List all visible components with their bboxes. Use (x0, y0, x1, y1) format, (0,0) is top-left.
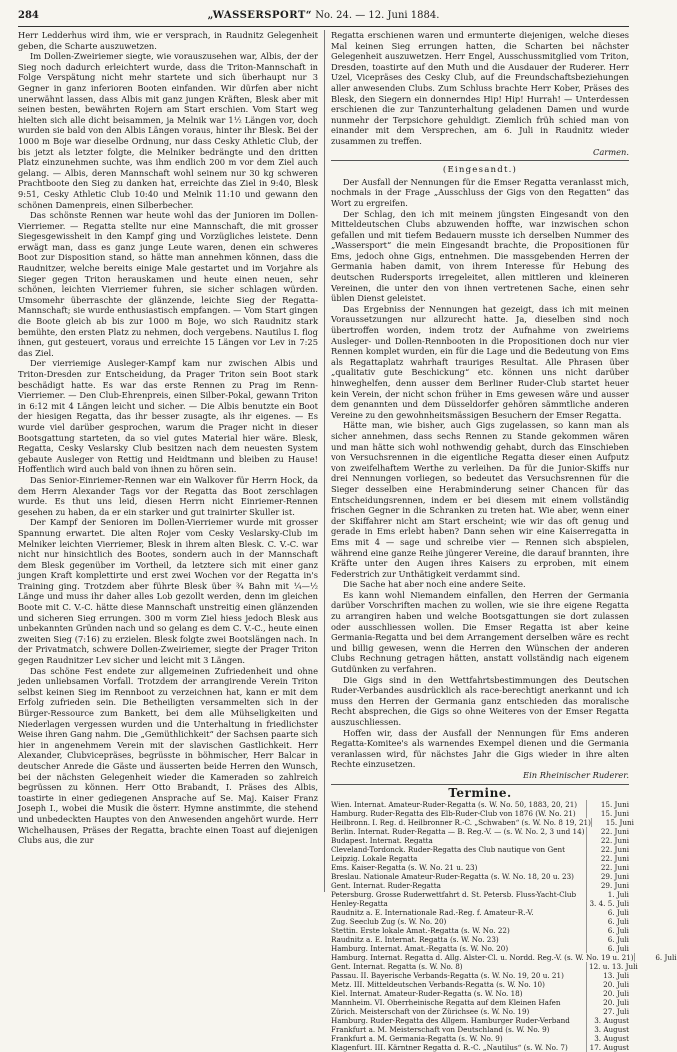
paragraph: Das schönste Rennen war heute wohl das der Junioren im Dollen-Vierriemer. — Regatta stellte nur eine Mannschaft, die mit grosser Siegesgewissheit in den Kampf ging und Vorzügliches leistete. Denn erwägt man, dass es ganz junge Leute waren, denen ein schweres Boot zur Disposition stand, so hätte man annehmen können, dass die Raudnitzer, welche bereits einige Male gestartet und im Vorjahre als Sieger gegen Triton herauskamen und heute einen neuen, sehr schönen, leichten Vierriemer fuhren, sie sicher schlagen würden. Umsomehr überraschte der glänzende, leichte Sieg der Regatta-Mannschaft; sie wurde enthusiastisch empfangen. — Vom Start gingen die Boote gleich ab bis zur 1000 m Boje, wo sich Raudnitz stark bemühte, den ersten Platz zu nehmen, doch vergebens. Nautilus I. flog ihnen, gut gesteuert, voraus und erreichte 15 Längen vor Lev in 7:25 das Ziel. (18, 210, 318, 358)
event-name: Hamburg. Internat. Amat.-Regatta (s. W. No. 20) (331, 944, 509, 954)
event-date: 12. u. 13. Juli (586, 962, 629, 971)
paragraph: Regatta erschienen waren und ermunterte diejenigen, welche dieses Mal keinen Sieg errungen hatten, die Scharten bei nächster Gelegenheit auszuwetzen. Herr Engel, Ausschussmitglied vom Triton, Dresden, toastirte auf den Muth und die Ausdauer der Ruderer. Herr Uzel, Vicepräses des Cesky Club, auf die Freundschaftsbeziehungen aller anwesenden Clubs. Zum Schluss brachte Herr Kober, Präses des Blesk, den Siegern ein donnerndes Hip! Hip! Hurrah! — Unterdessen erschienen die zur Tanzunterhaltung geladenen Damen und wurde nunmehr der Terpsichore gehuldigt. Ziemlich früh schied man von einander mit dem Versprechen, am 6. Juli in Raudnitz wieder zusammen zu treffen. (331, 30, 629, 146)
list-item (331, 971, 629, 980)
list-item (331, 845, 629, 854)
list-item (331, 926, 629, 935)
header-rule (18, 26, 629, 27)
journal-title: „WASSERSPORT“ (207, 10, 313, 21)
event-name: Breslau. Nationale Amateur-Ruder-Regatta (s. W. No. 18, 20 u. 23) (331, 872, 574, 882)
event-date: 13. Juli (586, 971, 629, 980)
page-number: 284 (18, 10, 39, 21)
paragraph: Der vierriemige Ausleger-Kampf kam nur zwischen Albis und Triton-Dresden zur Entscheidung, da Prager Triton sein Boot stark beschädigt hatte. Es war das erste Rennen zu Prag im Renn-Vierriemer. — Den Club-Ehrenpreis, einen Silber-Pokal, gewann Triton in 6:12 mit 4 Längen leicht und sicher. — Die Albis benutzte ein Boot der hiesigen Regatta, das ihr besser zusagte, als ihr eigenes. — Es wurde viel darüber gesprochen, warum die Prager nicht in dieser Bootsgattung starteten, da so viel gutes Material hier wäre. Blesk, Regatta, Cesky Veslarsky Club besitzen nach dem neuesten System gebaute Ausleger von Rettig und Heidtmann und bleiben zu Hause! Hoffentlich wird auch bald von ihnen zu hören sein. (18, 358, 318, 475)
list-item (331, 890, 629, 899)
event-name: Leipzig. Lokale Regatta (331, 854, 418, 864)
event-name: Hamburg. Ruder-Regatta des Elb-Ruder-Club von 1876 (W. No. 21) (331, 809, 576, 819)
list-item (331, 854, 629, 863)
list-item (331, 989, 629, 998)
event-name: Budapest. Internat. Regatta (331, 836, 433, 846)
list-item (331, 827, 629, 836)
termine-list (331, 800, 677, 1052)
list-item (331, 809, 629, 818)
event-name: Wien. Internat. Amateur-Ruder-Regatta (s. W. No. 50, 1883, 20, 21) (331, 800, 578, 810)
event-date: 3. August (586, 1025, 629, 1034)
event-date: 15. Juni (586, 800, 629, 809)
right-column (331, 30, 677, 1052)
event-name: Henley-Regatta (331, 899, 388, 909)
paragraph: Die Sache hat aber noch eine andere Seite. (343, 579, 526, 590)
paragraph: Das Ergebniss der Nennungen hat gezeigt, dass ich mit meinen Voraussetzungen nur allzurecht hatte. Ja, dieselben sind noch übertroffen worden, indem trotz der Aufnahme von zweiriems Ausleger- und Dollen-Rennbooten in die Propositionen doch nur vier Rennen komplet wurden, ein für die Lage und die Bedeutung von Ems als Regattaplatz wahrhaft trauriges Resultat. Alle Phrasen über „qualitativ gute Beschickung“ etc. können uns nicht darüber hinweghelfen, denn ausser dem Berliner Ruder-Club startet heuer kein Verein, der nicht schon früher in Ems gewesen wäre und ausser dem genannten und dem Düsseldorfer gehören sämmtliche anderen Vereine zu den gewohnheitsmässigen Besuchern der Emser Regatta. (331, 303, 629, 420)
list-item (331, 872, 629, 881)
list-item (331, 818, 634, 828)
event-name: Petersburg. Grosse Ruderwettfahrt d. St. Petersb. Fluss-Yacht-Club (331, 890, 577, 900)
list-item (331, 962, 638, 972)
page-header (18, 10, 629, 26)
list-item (331, 800, 629, 809)
event-date: 20. Juli (586, 980, 629, 989)
paragraph: Es kann wohl Niemandem einfallen, den Herren der Germania darüber Vorschriften machen zu wollen, wie sie ihre eigene Regatta zu arrangiren haben und welche Bootsgattungen sie dort zulassen oder ausschliessen wollen. Die Emser Regatta ist aber keine Germania-Regatta und bei dem Arrangement derselben wäre es recht und billig gewesen, wenn die Herren den Wünschen der anderen Clubs Rechnung getragen hätten, anstatt vollständig nach eigenem Gutdünken zu verfahren. (331, 589, 629, 675)
event-date: 22. Juni (586, 863, 629, 872)
event-name: Hamburg. Ruder-Regatta des Allgem. Hamburger Ruder-Verband (331, 1016, 570, 1026)
event-name: Hamburg. Internat. Regatta d. Allg. Alster-Cl. u. Nordd. Reg.-V. (s. W. No. 19 u. 21) (331, 953, 634, 963)
event-name: Gent. Internat. Ruder-Regatta (331, 881, 441, 891)
event-name: Ems. Kaiser-Regatta (s. W. No. 21 u. 23) (331, 863, 478, 873)
list-item (331, 998, 629, 1007)
event-name: Mannheim. VI. Oberrheinische Regatta auf dem Kleinen Hafen (331, 998, 561, 1008)
list-item (331, 836, 629, 845)
event-date: 3. August (586, 1034, 629, 1043)
event-name: Heilbronn. I. Reg. d. Heilbronner R.-C. „Schwaben“ (s. W. No. 8 19, 21) (331, 818, 591, 828)
list-item (331, 1034, 629, 1043)
paragraph: Im Dollen-Zweiriemer siegte, wie vorauszusehen war, Albis, der der Sieg noch dadurch erleichtert wurde, dass die Triton-Mannschaft in Folge Verspätung nicht mehr startete und sich überhaupt nur 3 Gegner in ganz inferioren Booten einfanden. Wir dürfen aber nicht unerwähnt lassen, dass Albis mit ganz jungen Kräften, Blesk aber mit seinen besten, bewährten Rojern am Start erschien. Vom Start weg hielten sich alle dicht beisammen, ja Melnik war 1½ Längen vor, doch wurden sie bald von den Albis Längen voraus, hinter ihr Blesk. Bei der 1000 m Boje war dieselbe Ordnung, nur dass Cesky Athletic Club, der bis jetzt als letzter folgte, die Melniker bedrängte und den dritten Platz einzunehmen suchte, was ihm endlich 200 m vor dem Ziel auch gelang. — Albis, deren Mannschaft wohl seinem nur 30 kg schweren Prachtboote den Sieg zu danken hat, erreichte das Ziel in 9:40, Blesk 9:51, Cesky Athletic Club 10:40 und Melnik 11:10 und gewann den schönen Damenpreis, einen Silberbecher. (18, 51, 318, 210)
event-name: Raudnitz a. E. Internat. Regatta (s. W. No. 23) (331, 935, 499, 945)
event-date: 22. Juni (586, 854, 629, 863)
section-divider (331, 160, 629, 161)
event-name: Klagenfurt. III. Kärntner Regatta d. R.-C. „Nautilus“ (s. W. No. 7) (331, 1043, 568, 1052)
left-column (18, 30, 318, 892)
event-name: Kiel. Internat. Amateur-Ruder-Regatta (s. W. No. 18) (331, 989, 523, 999)
event-date: 15. Juni (591, 818, 634, 827)
event-name: Frankfurt a. M. Meisterschaft von Deutschland (s. W. No. 9) (331, 1025, 550, 1035)
paragraph: Der Schlag, den ich mit meinem jüngsten Eingesandt von den Mitteldeutschen Clubs abzuwenden hoffte, war inzwischen schon gefallen und mit tiefem Bedauern musste ich derselben Nummer des „Wassersport“ die mein Eingesandt brachte, die Propositionen für Ems, jedoch ohne Gigs, entnehmen. Die massgebenden Herren der Germania haben damit, von ihrem Interesse für Hebung des deutschen Rudersports irregeleitet, allen mittleren und kleineren Vereinen, die unter den von ihnen vertretenen Sache, einen sehr üblen Dienst geleistet. (331, 208, 629, 304)
event-date: 6. Juli (586, 917, 629, 926)
event-date: 29. Juni (586, 881, 629, 890)
issue-info: No. 24. — 12. Juni 1884. (315, 10, 440, 21)
section-heading-eingesandt: (Eingesandt.) (442, 165, 518, 176)
event-name: Frankfurt a. M. Germania-Regatta (s. W. No. 9) (331, 1034, 503, 1044)
list-item (331, 935, 629, 944)
event-date: 22. Juni (586, 845, 629, 854)
list-item (331, 944, 629, 953)
signature-carmen: Carmen. (592, 146, 629, 157)
event-name: Metz. III. Mitteldeutschen Verbands-Regatta (s. W. No. 10) (331, 980, 545, 990)
event-date: 6. Juli (586, 935, 629, 944)
list-item (331, 1043, 629, 1052)
event-name: Gent. Internat. Regatta (s. W. No. 8) (331, 962, 463, 972)
event-name: Cleveland-Tordonck. Ruder-Regatta des Club nautique von Gent (331, 845, 565, 855)
event-date: 15. Juni (586, 809, 629, 818)
column-separator (324, 30, 325, 892)
event-name: Zürich. Meisterschaft von der Zürichsee (s. W. No. 19) (331, 1007, 530, 1017)
event-date: 22. Juni (586, 836, 629, 845)
event-date: 29. Juni (586, 872, 629, 881)
event-date: 22. Juni (586, 827, 629, 836)
paragraph: Das Senior-Einriemer-Rennen war ein Walkover für Herrn Hock, da dem Herrn Alexander Tags vor der Regatta das Boot zerschlagen wurde. Es thut uns leid, diesen Herrn nicht Einriemer-Rennen gesehen zu haben, da er ein starker und gut trainirter Skuller ist. (18, 474, 318, 517)
list-item (331, 863, 629, 872)
event-date: 1. Juli (586, 890, 629, 899)
event-date: 17. August (586, 1043, 629, 1052)
event-date: 6. Juli (586, 926, 629, 935)
list-item (331, 953, 677, 963)
event-date: 3. August (586, 1016, 629, 1025)
list-item (331, 908, 629, 917)
signature-rheinischer-ruderer: Ein Rheinischer Ruderer. (523, 769, 629, 780)
running-title (18, 10, 629, 21)
termine-heading: Termine. (448, 785, 512, 800)
event-name: Raudnitz a. E. Internationale Rad.-Reg. f. Amateur-R.-V. (331, 908, 534, 918)
event-name: Passau. II. Bayerische Verbands-Regatta (s. W. No. 19, 20 u. 21) (331, 971, 564, 981)
paragraph: Das schöne Fest endete zur allgemeinen Zufriedenheit und ohne jeden unliebsamen Vorfall. Trotzdem der arrangirende Verein Triton selbst keinen Sieg im Rennboot zu verzeichnen hat, kann er mit dem Erfolg zufrieden sein. Die Betheiligten versammelten sich in der Bürger-Ressource zum Bankett, bei dem alle Mühseligkeiten und Niederlagen vergessen wurden und die Unterhaltung in friedlichster Weise ihren Gang nahm. Die „Gemüthlichkeit“ der Sachsen paarte sich hier in angenehmem Verein mit der slavischen Gastlichkeit. Herr Alexander, Clubvicepräses, begrüsste in böhmischer, Herr Balcar in deutscher Anrede die Gäste und äusserten beide Herren den Wunsch, bei der nächsten Gelegenheit wieder die Kameraden so zahlreich begrüssen zu können. Herr Otto Brabandt, I. Präses des Albis, toastirte in einer gediegenen Ansprache auf Se. Maj. Kaiser Franz Joseph I., wobei die Musik die österr. Hymne anstimmte, die stehend und unbedeckten Hauptes von den Anwesenden angehört wurde. Herr Wichelhausen, Präses der Regatta, brachte einen Toast auf diejenigen Clubs aus, die zur (18, 665, 318, 846)
list-item (331, 1007, 629, 1016)
event-date: 6. Juli (586, 908, 629, 917)
event-date: 27. Juli (586, 1007, 629, 1016)
paragraph: Die Gigs sind in den Wettfahrtsbestimmungen des Deutschen Ruder-Verbandes ausdrücklich als race-berechtigt anerkannt und ich muss den Herren der Germania ganz entschieden das moralische Recht absprechen, die Gigs so ohne Weiteres von der Emser Regatta auszuschliessen. (331, 674, 629, 727)
list-item (331, 1016, 629, 1025)
paragraph: Herr Ledderhus wird ihm, wie er versprach, in Raudnitz Gelegenheit geben, die Scharte auszuwetzen. (18, 30, 318, 51)
event-name: Zug. Seeclub Zug (s. W. No. 20) (331, 917, 447, 927)
event-name: Berlin. Internat. Ruder-Regatta — B. Reg.-V. — (s. W. No. 2, 3 und 14) (331, 827, 585, 837)
section-divider (331, 784, 629, 785)
event-name: Stettin. Erste lokale Amat.-Regatta (s. W. No. 22) (331, 926, 510, 936)
list-item (331, 1025, 629, 1034)
list-item (331, 881, 629, 890)
list-item (331, 917, 629, 926)
event-date: 20. Juli (586, 989, 629, 998)
list-item (331, 899, 629, 908)
paragraph: Der Kampf der Senioren im Dollen-Vierriemer wurde mit grosser Spannung erwartet. Die alten Rojer vom Cesky Veslarsky-Club im Melniker leichten Vierriemer, Blesk in ihrem alten Blesk. C. V.-C. war nicht nur hinsichtlich des Bootes, sondern auch in der Mannschaft dem Blesk gegenüber im Vortheil, da letztere sich mit einer ganz jungen Kraft komplettirte und erst zwei Wochen vor der Regatta in's Training ging. Trotzdem aber führte Blesk über ¾ Bahn mit ¼—½ Länge und muss ihr daher alles Lob gezollt werden, denn im gleichen Boote mit C. V.-C. hätte diese Mannschaft unstreitig einen glänzenden und sicheren Sieg errungen. 300 m vorm Ziel hiess jedoch Blesk aus unbekannten Gründen nach und so gelang es dem C. V.-C., heute einen zweiten Sieg (7:16) zu erzielen. Blesk folgte zwei Bootslängen nach. In der Privatmatch, schwere Dollen-Zweiriemer, siegte der Prager Triton gegen Raudnitzer Lev sicher und leicht mit 3 Längen. (18, 517, 318, 666)
paragraph: Hätte man, wie bisher, auch Gigs zugelassen, so kann man als sicher annehmen, dass sechs Rennen zu Stande gekommen wären und man hätte sich wohl nothwendig gehabt, durch das Einschieben von Versuchsrennen in die eigentliche Regatta dieser einen Aufputz von zweifelhaftem Werthe zu verleihen. Da für die Junior-Skiffs nur drei Nennungen vorliegen, so bedeutet das Versuchsrennen für die Sieger desselben eine Herabminderung seiner Chancen für das Entscheidungsrennen, indem er bei diesem mit einem vollständig frischen Gegner in die Schranken zu treten hat. Wie aber, wenn einer der Skiffahrer nicht am Start erscheint; wie wir das oft genug und gerade in Ems erlebt haben? Dann sehen wir eine Kaiserregatta in Ems mit 4 — sage und schreibe vier — Rennen sich abspielen, während eine ganze Reihe jüngerer Vereine, die darauf brannten, ihre Kräfte unter den Augen ihres Kaisers zu erproben, mit einem Federstrich zur Unthätigkeit verdammt sind. (331, 420, 629, 579)
event-date: 6. Juli (634, 953, 677, 962)
paragraph: Der Ausfall der Nennungen für die Emser Regatta veranlasst mich, nochmals in der Frage „Ausschluss der Gigs von den Regatten“ das Wort zu ergreifen. (331, 176, 629, 208)
event-date: 3. 4. 5. Juli (586, 899, 629, 908)
event-date: 20. Juli (586, 998, 629, 1007)
paragraph: Hoffen wir, dass der Ausfall der Nennungen für Ems anderen Regatta-Komitee's als warnendes Exempel dienen und die Germania veranlassen wird, für nächstes Jahr die Gigs wieder in ihre alten Rechte einzusetzen. (331, 727, 629, 770)
event-date: 6. Juli (586, 944, 629, 953)
list-item (331, 980, 629, 989)
